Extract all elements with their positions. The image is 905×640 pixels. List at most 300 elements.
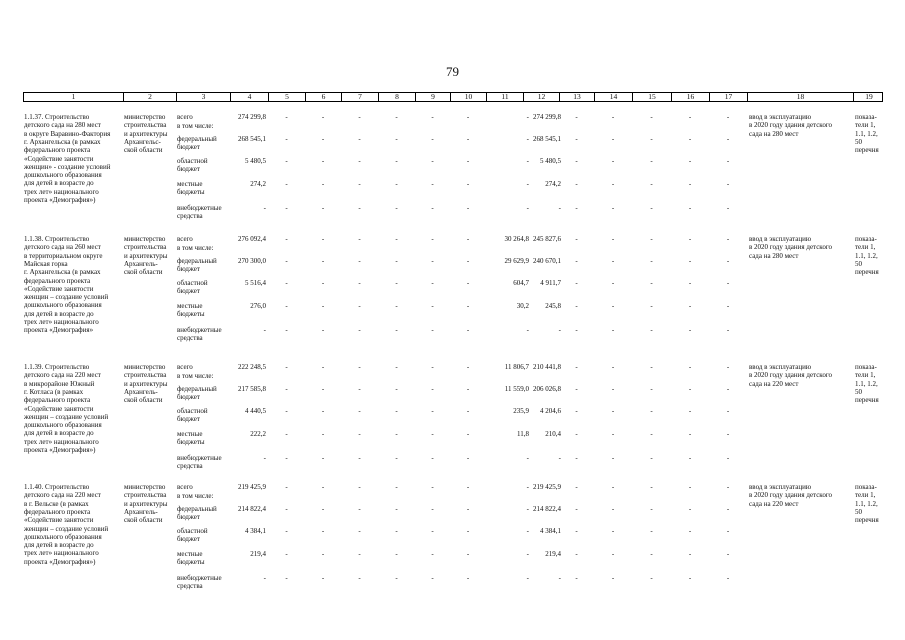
dash-cell: - — [466, 113, 470, 121]
executor-line: и архитектуры — [124, 129, 168, 138]
header-cell-2: 2 — [124, 93, 177, 101]
funding-source-label: федеральный — [177, 505, 217, 513]
header-cell-14: 14 — [595, 93, 633, 101]
measure-name-line: 1.1.37. Строительство — [24, 113, 90, 121]
dash-cell: - — [688, 302, 692, 310]
executor-line: министерство — [124, 235, 166, 243]
dash-cell: - — [321, 483, 325, 491]
header-cell-9: 9 — [416, 93, 451, 101]
executor-line: строительства — [124, 121, 167, 130]
dash-cell: - — [395, 363, 398, 371]
dash-cell: - — [688, 257, 692, 265]
dash-cell: - — [688, 204, 692, 212]
expected-result-line: в 2020 году здания детского — [749, 491, 833, 500]
funding-source-label: внебюджетные — [177, 574, 222, 582]
dash-cell: - — [431, 550, 434, 558]
header-cell-6: 6 — [306, 93, 342, 101]
dash-cell: - — [285, 326, 288, 334]
dash-cell: - — [688, 385, 692, 393]
expected-result-line: сада на 280 мест — [749, 129, 799, 138]
dash-cell: - — [466, 407, 470, 415]
dash-cell: - — [611, 302, 615, 310]
total-value: 270 300,0 — [238, 257, 266, 265]
dash-cell: - — [431, 204, 434, 212]
funding-source-label: областной — [177, 157, 208, 165]
expected-result-line: сада на 280 мест — [749, 251, 799, 260]
measure-name-line: 1.1.39. Строительство — [24, 363, 90, 371]
dash-cell: - — [395, 550, 398, 558]
dash-cell: - — [358, 454, 361, 462]
dash-cell: - — [431, 113, 434, 121]
dash-cell: - — [358, 430, 361, 438]
table-row-block — [23, 483, 883, 603]
measure-name-line: женщин – создание условий — [24, 293, 109, 302]
value-col-11: 11,8 — [517, 430, 529, 438]
value-col-11: 30 264,8 — [504, 235, 529, 243]
dash-cell: - — [321, 385, 325, 393]
dash-cell: - — [358, 257, 361, 265]
dash-cell: - — [611, 257, 615, 265]
executor-line: министерство — [124, 363, 166, 371]
dash-cell: - — [358, 550, 361, 558]
total-value: 219,4 — [250, 550, 266, 558]
funding-source-label: областной — [177, 279, 208, 287]
dash-cell: - — [726, 527, 730, 535]
dash-cell: - — [575, 430, 578, 438]
dash-cell: - — [358, 385, 361, 393]
dash-cell: - — [611, 180, 615, 188]
dash-cell: - — [575, 302, 578, 310]
dash-cell: - — [575, 157, 578, 165]
dash-cell: - — [466, 430, 470, 438]
funding-source-label: всего — [177, 363, 193, 371]
dash-cell: - — [688, 454, 692, 462]
measure-name-line: для детей в возрасте до — [24, 541, 94, 550]
dash-cell: - — [466, 204, 470, 212]
dash-cell: - — [358, 302, 361, 310]
value-col-12: 274,2 — [545, 180, 561, 188]
funding-source-label: бюджет — [177, 513, 200, 521]
total-value: 4 384,1 — [245, 527, 266, 535]
dash-cell: - — [650, 235, 653, 243]
dash-cell: - — [395, 113, 398, 121]
dash-cell: - — [285, 235, 288, 243]
dash-cell: - — [431, 302, 434, 310]
executor-line: министерство — [124, 113, 166, 121]
dash-cell: - — [466, 454, 470, 462]
dash-cell: - — [726, 385, 730, 393]
measure-name-line: 1.1.40. Строительство — [24, 483, 90, 491]
funding-source-label: местные — [177, 180, 203, 188]
dash-cell: - — [726, 113, 730, 121]
header-cell-19: 19 — [865, 92, 873, 101]
dash-cell: - — [285, 550, 288, 558]
value-col-12: 5 480,5 — [540, 157, 561, 165]
measure-name-line: дошкольного образования — [24, 301, 102, 310]
funding-source-label: средства — [177, 212, 203, 220]
dash-cell: - — [431, 257, 434, 265]
dash-cell: - — [650, 204, 653, 212]
value-col-11: - — [526, 135, 529, 143]
total-value: 5 480,5 — [245, 157, 266, 165]
funding-source-label: бюджет — [177, 165, 200, 173]
dash-cell: - — [650, 483, 653, 491]
header-cell-5: 5 — [269, 93, 306, 101]
dash-cell: - — [688, 157, 692, 165]
dash-cell: - — [285, 204, 288, 212]
total-value: 274 299,8 — [238, 113, 266, 121]
dash-cell: - — [466, 385, 470, 393]
dash-cell: - — [395, 235, 398, 243]
dash-cell: - — [321, 505, 325, 513]
dash-cell: - — [431, 279, 434, 287]
dash-cell: - — [431, 363, 434, 371]
dash-cell: - — [466, 279, 470, 287]
executor-line: строительства — [124, 491, 167, 500]
indicator-line: 1.1, 1.2, — [855, 379, 878, 388]
dash-cell: - — [688, 235, 692, 243]
funding-source-label: бюджет — [177, 287, 200, 295]
dash-cell: - — [358, 157, 361, 165]
dash-cell: - — [650, 279, 653, 287]
measure-name-line: «Содействие занятости — [24, 154, 94, 163]
measure-name-line: трех лет» национального — [24, 187, 99, 196]
dash-cell: - — [358, 574, 361, 582]
header-cell-1: 1 — [24, 93, 124, 101]
measure-name-line: проекта «Демография») — [24, 446, 96, 454]
dash-cell: - — [321, 204, 325, 212]
measure-name-line: детского сада на 280 мест — [24, 121, 101, 130]
dash-cell: - — [650, 505, 653, 513]
dash-cell: - — [611, 385, 615, 393]
total-value: 219 425,9 — [238, 483, 266, 491]
total-value: 268 545,1 — [238, 135, 266, 143]
dash-cell: - — [688, 135, 692, 143]
value-col-11: 29 629,9 — [504, 257, 529, 265]
dash-cell: - — [650, 302, 653, 310]
value-col-12: 219,4 — [545, 550, 561, 558]
dash-cell: - — [611, 550, 615, 558]
measure-name-line: детского сада на 220 мест — [24, 371, 101, 380]
dash-cell: - — [726, 505, 730, 513]
indicator-line: 1.1, 1.2, — [855, 251, 878, 260]
dash-cell: - — [431, 385, 434, 393]
dash-cell: - — [431, 180, 434, 188]
dash-cell: - — [321, 180, 325, 188]
dash-cell: - — [358, 505, 361, 513]
dash-cell: - — [575, 527, 578, 535]
value-col-11: - — [526, 483, 529, 491]
value-col-12: 4 384,1 — [540, 527, 561, 535]
value-col-11: 235,9 — [513, 407, 529, 415]
measure-name-line: федерального проекта — [24, 507, 91, 516]
total-value: - — [263, 574, 266, 582]
executor-line: и архитектуры — [124, 251, 168, 260]
measure-name-line: проекта «Демография») — [24, 196, 96, 204]
header-cell-3: 3 — [177, 93, 231, 101]
measure-name-line: трех лет» национального — [24, 549, 99, 558]
funding-source-label: средства — [177, 334, 203, 342]
dash-cell: - — [650, 257, 653, 265]
measure-name-line: детского сада на 260 мест — [24, 243, 101, 252]
dash-cell: - — [395, 454, 398, 462]
dash-cell: - — [611, 279, 615, 287]
dash-cell: - — [611, 527, 615, 535]
executor-line: ской области — [124, 516, 163, 525]
dash-cell: - — [611, 135, 615, 143]
measure-name-line: женщин – создание условий — [24, 524, 109, 533]
indicator-line: показа- — [855, 363, 877, 371]
dash-cell: - — [395, 326, 398, 334]
dash-cell: - — [650, 527, 653, 535]
dash-cell: - — [466, 574, 470, 582]
dash-cell: - — [395, 430, 398, 438]
dash-cell: - — [611, 157, 615, 165]
dash-cell: - — [285, 505, 288, 513]
dash-cell: - — [688, 113, 692, 121]
executor-line: Архангель- — [124, 507, 158, 516]
value-col-12: 245 827,6 — [533, 235, 561, 243]
measure-name-line: в г. Вельске (в рамках — [24, 499, 89, 508]
dash-cell: - — [688, 430, 692, 438]
funding-source-label: федеральный — [177, 385, 217, 393]
dash-cell: - — [650, 326, 653, 334]
value-col-11: - — [526, 505, 529, 513]
header-cell-13: 13 — [560, 93, 595, 101]
executor-line: и архитектуры — [124, 499, 168, 508]
funding-source-label: бюджет — [177, 265, 200, 273]
value-col-11: - — [526, 157, 529, 165]
dash-cell: - — [358, 363, 361, 371]
dash-cell: - — [575, 407, 578, 415]
dash-cell: - — [431, 326, 434, 334]
dash-cell: - — [395, 204, 398, 212]
indicator-line: показа- — [855, 235, 877, 243]
dash-cell: - — [650, 385, 653, 393]
header-cell-17: 17 — [710, 93, 748, 101]
dash-cell: - — [575, 363, 578, 371]
dash-cell: - — [321, 235, 325, 243]
dash-cell: - — [285, 385, 288, 393]
funding-source-label: федеральный — [177, 257, 217, 265]
table-row-block — [23, 235, 883, 355]
header-cell-11: 11 — [487, 93, 524, 101]
dash-cell: - — [650, 113, 653, 121]
total-value: 4 440,5 — [245, 407, 266, 415]
funding-source-label: в том числе: — [177, 244, 214, 252]
indicator-line: показа- — [855, 483, 877, 491]
funding-source-label: внебюджетные — [177, 454, 222, 462]
dash-cell: - — [431, 574, 434, 582]
dash-cell: - — [466, 302, 470, 310]
expected-result-line: в 2020 году здания детского — [749, 121, 833, 130]
dash-cell: - — [431, 483, 434, 491]
dash-cell: - — [688, 505, 692, 513]
table-row-block — [23, 363, 883, 483]
dash-cell: - — [321, 279, 325, 287]
indicator-line: 50 — [855, 259, 862, 268]
funding-source-label: федеральный — [177, 135, 217, 143]
dash-cell: - — [726, 550, 730, 558]
value-col-12: 4 911,7 — [540, 279, 561, 287]
expected-result-line: сада на 220 мест — [749, 379, 799, 388]
executor-line: ской области — [124, 396, 163, 405]
measure-name-line: г. Архангельска (в рамках — [24, 137, 101, 146]
dash-cell: - — [321, 326, 325, 334]
executor-line: Архангель- — [124, 387, 158, 396]
dash-cell: - — [395, 385, 398, 393]
value-col-11: - — [526, 326, 529, 334]
header-cell-7: 7 — [342, 93, 379, 101]
dash-cell: - — [466, 527, 470, 535]
dash-cell: - — [575, 326, 578, 334]
indicator-line: тели 1, — [855, 371, 876, 380]
dash-cell: - — [688, 180, 692, 188]
total-value: 217 585,8 — [238, 385, 266, 393]
dash-cell: - — [358, 204, 361, 212]
funding-source-label: внебюджетные — [177, 326, 222, 334]
executor-line: строительства — [124, 243, 167, 252]
dash-cell: - — [611, 574, 615, 582]
dash-cell: - — [395, 505, 398, 513]
value-col-12: - — [558, 574, 561, 582]
dash-cell: - — [575, 574, 578, 582]
expected-result-line: сада на 220 мест — [749, 499, 799, 508]
dash-cell: - — [285, 454, 288, 462]
dash-cell: - — [650, 407, 653, 415]
total-value: - — [263, 204, 266, 212]
dash-cell: - — [321, 257, 325, 265]
dash-cell: - — [395, 180, 398, 188]
dash-cell: - — [466, 505, 470, 513]
header-cell-15: 15 — [633, 93, 672, 101]
dash-cell: - — [431, 430, 434, 438]
measure-name-line: женщин – создание условий — [24, 412, 109, 421]
expected-result-line: ввод в эксплуатацию — [749, 235, 812, 243]
dash-cell: - — [650, 180, 653, 188]
dash-cell: - — [395, 574, 398, 582]
dash-cell: - — [611, 505, 615, 513]
executor-line: Архангельс- — [124, 137, 161, 146]
dash-cell: - — [285, 135, 288, 143]
executor-line: Архангель- — [124, 259, 158, 268]
value-col-11: 11 806,7 — [504, 363, 529, 371]
indicator-line: тели 1, — [855, 491, 876, 500]
measure-name-line: федерального проекта — [24, 146, 91, 155]
measure-name-line: г. Котласа (в рамках — [24, 387, 84, 396]
dash-cell: - — [321, 363, 325, 371]
dash-cell: - — [321, 527, 325, 535]
header-cell-18: 18 — [748, 93, 854, 101]
dash-cell: - — [726, 430, 730, 438]
dash-cell: - — [575, 454, 578, 462]
dash-cell: - — [358, 527, 361, 535]
indicator-line: 1.1, 1.2, — [855, 129, 878, 138]
funding-source-label: в том числе: — [177, 372, 214, 380]
indicator-line: показа- — [855, 113, 877, 121]
dash-cell: - — [688, 363, 692, 371]
total-value: 274,2 — [250, 180, 266, 188]
dash-cell: - — [650, 454, 653, 462]
dash-cell: - — [285, 257, 288, 265]
funding-source-label: бюджеты — [177, 188, 205, 196]
value-col-11: 604,7 — [513, 279, 529, 287]
indicator-line: 50 — [855, 137, 862, 146]
total-value: 214 822,4 — [238, 505, 266, 513]
dash-cell: - — [575, 505, 578, 513]
value-col-11: 30,2 — [516, 302, 529, 310]
total-value: 276 092,4 — [238, 235, 266, 243]
dash-cell: - — [726, 574, 730, 582]
dash-cell: - — [688, 527, 692, 535]
measure-name-line: «Содействие занятости — [24, 284, 94, 293]
value-col-12: 4 204,6 — [540, 407, 561, 415]
dash-cell: - — [688, 407, 692, 415]
dash-cell: - — [358, 483, 361, 491]
value-col-12: 240 670,1 — [533, 257, 561, 265]
value-col-12: 268 545,1 — [533, 135, 561, 143]
expected-result-line: ввод в эксплуатацию — [749, 483, 812, 491]
total-value: 276,0 — [250, 302, 266, 310]
dash-cell: - — [466, 257, 470, 265]
measure-name-line: проекта «Демография») — [24, 557, 96, 566]
funding-source-label: в том числе: — [177, 492, 214, 500]
dash-cell: - — [321, 574, 325, 582]
executor-line: ской области — [124, 268, 163, 277]
dash-cell: - — [575, 550, 578, 558]
dash-cell: - — [726, 363, 730, 371]
dash-cell: - — [395, 527, 398, 535]
funding-source-label: внебюджетные — [177, 204, 222, 212]
funding-source-label: в том числе: — [177, 122, 214, 130]
dash-cell: - — [575, 180, 578, 188]
funding-source-label: всего — [177, 483, 193, 491]
value-col-12: - — [558, 204, 561, 212]
header-cell-4: 4 — [231, 93, 269, 101]
dash-cell: - — [321, 454, 325, 462]
measure-name-line: г. Архангельска (в рамках — [24, 268, 101, 277]
dash-cell: - — [650, 363, 653, 371]
dash-cell: - — [395, 157, 398, 165]
dash-cell: - — [358, 235, 361, 243]
expected-result-line: в 2020 году здания детского — [749, 243, 833, 252]
total-value: - — [263, 326, 266, 334]
measure-name-line: федерального проекта — [24, 276, 91, 285]
dash-cell: - — [358, 407, 361, 415]
dash-cell: - — [726, 157, 730, 165]
total-value: 5 516,4 — [245, 279, 266, 287]
dash-cell: - — [726, 235, 730, 243]
measure-name-line: в микрорайоне Южный — [24, 379, 95, 388]
value-col-11: - — [526, 574, 529, 582]
dash-cell: - — [611, 407, 615, 415]
measure-name-line: 1.1.38. Строительство — [24, 235, 90, 243]
dash-cell: - — [395, 135, 398, 143]
dash-cell: - — [650, 574, 653, 582]
dash-cell: - — [466, 550, 470, 558]
dash-cell: - — [321, 135, 325, 143]
indicator-line: 50 — [855, 387, 862, 396]
indicator-line: тели 1, — [855, 121, 876, 130]
funding-source-label: средства — [177, 582, 203, 590]
expected-result-line: ввод в эксплуатацию — [749, 363, 812, 371]
indicator-line: перечня — [855, 396, 879, 405]
total-value: - — [263, 454, 266, 462]
measure-name-line: трех лет» национального — [24, 437, 99, 446]
measure-name-line: федерального проекта — [24, 396, 91, 405]
dash-cell: - — [431, 135, 434, 143]
measure-name-line: в территориальном округе — [24, 251, 103, 260]
